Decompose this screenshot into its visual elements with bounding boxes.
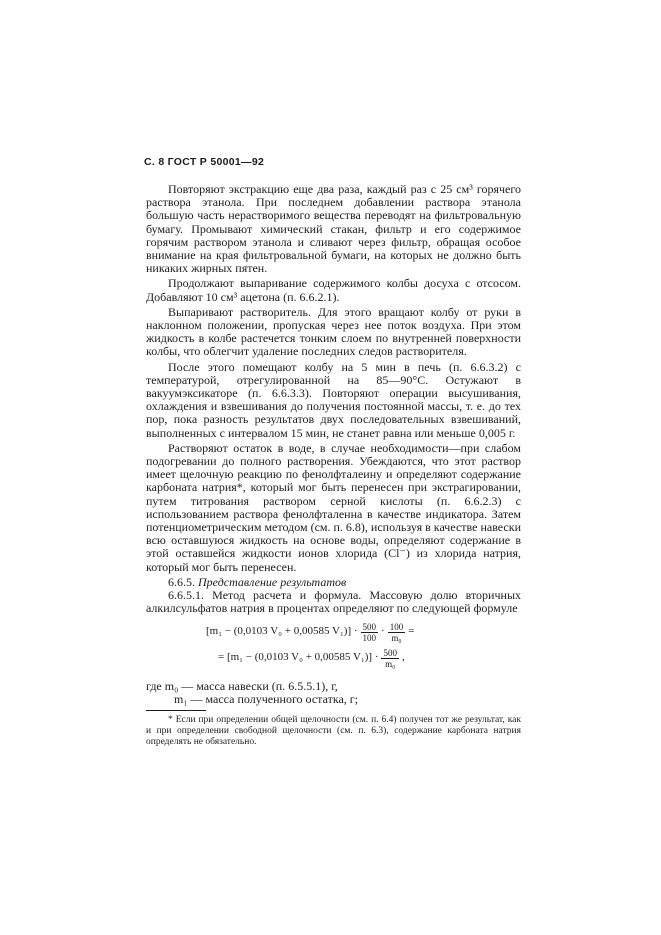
- paragraph: Выпаривают растворитель. Для этого вращают колбу от руки в наклонном положении, пропуская через нее поток воздуха. При этом жидкость в колбе растечется тонким слоем по внутренней поверхности колбы, что облегчит удаление последних следов растворителя.: [146, 304, 521, 359]
- fraction-denominator: m₀: [385, 658, 396, 669]
- formula-expression: [m₁ − (0,0103 V₀ + 0,00585 V₁)] ·: [206, 625, 358, 638]
- fraction: [361, 622, 379, 643]
- paragraph: Растворяют остаток в воде, в случае необходимости—при слабом подогревании до полного растворения. Убеждаются, что этот раствор имеет щелочную реакцию по фенолфталеину и определяют содержание карбоната натрия*, который мог быть перенесен при экстрагировании, путем титрования раствором серной кислоты (п. 6.6.2.3) с использованием раствора фенолфталенна в качестве индикатора. Затем потенциометрическим методом (см. п. 6.8), используя в качестве навески всю оставшуюся жидкость на основе воды, определяют содержание в этой оставшейся жидкости ионов хлорида (Cl⁻) из хлорида натрия, который мог быть перенесен.: [146, 440, 521, 574]
- fraction-denominator: m₀: [391, 632, 402, 643]
- formula-equals: =: [408, 625, 415, 638]
- formula: [146, 622, 521, 676]
- fraction: [388, 622, 406, 643]
- paragraph: После этого помещают колбу на 5 мин в печь (п. 6.6.3.2) с температурой, отрегулированной на 85—90°С. Остужают в вакуумэксикаторе (п. 6.6.3.3). Повторяют операции высушивания, охлаждения и взвешивания до получения постоянной массы, т. е. до тех пор, пока разность результатов двух последовательных взвешиваний, выполненных с интервалом 15 мин, не станет равна или меньше 0,005 г.: [146, 359, 521, 440]
- footnote: * Если при определении общей щелочности (см. п. 6.4) получен тот же результат, как и при определении свободной щелочности (см. п. 6.3), содержание карбоната натрия определять не обязательно.: [146, 714, 521, 747]
- variable-definitions: [146, 680, 521, 706]
- section-number: 6.6.5.: [168, 574, 195, 589]
- paragraph: Продолжают выпаривание содержимого колбы досуха с отсосом. Добавляют 10 см³ ацетона (п. 6.6.2.1).: [146, 276, 521, 304]
- footnote-divider: [146, 710, 206, 711]
- page-header: С. 8 ГОСТ Р 50001—92: [144, 156, 265, 168]
- fraction-numerator: 500: [362, 621, 377, 632]
- formula-tail: ,: [401, 651, 405, 664]
- paragraph: Повторяют экстракцию еще два раза, каждый раз с 25 см³ горячего раствора этанола. При последнем добавлении раствора этанола большую часть нерастворимого вещества переводят на фильтровальную бумагу. Промывают химический стакан, фильтр и его содержимое горячим раствором этанола и сливают через фильтр, обращая особое внимание на края фильтровальной бумаги, на которых не должно быть никаких жирных пятен.: [146, 182, 521, 276]
- definition-m0: где m₀ — масса навески (п. 6.5.5.1), г,: [146, 678, 338, 693]
- fraction-denominator: 100: [362, 632, 377, 643]
- section-title: Представление результатов: [198, 574, 347, 589]
- formula-line-1: [m₁ − (0,0103 V₀ + 0,00585 V₁)] · $\frac{500}{100}$ · $\frac{100}{\text{m₀}}$ =: [206, 621, 415, 643]
- document-body: [146, 183, 521, 748]
- formula-line-2: [218, 648, 405, 669]
- fraction-numerator: 500: [383, 647, 397, 658]
- method-paragraph: 6.6.5.1. Метод расчета и формула. Массовую долю вторичных алкилсульфатов натрия в процентах определяют по следующей формуле: [146, 588, 521, 616]
- fraction: [381, 648, 399, 669]
- definition-m1: m₁ — масса полученного остатка, г;: [174, 691, 359, 706]
- formula-expression: = [m₁ − (0,0103 V₀ + 0,00585 V₁)] ·: [218, 651, 379, 664]
- fraction-numerator: 100: [389, 621, 404, 632]
